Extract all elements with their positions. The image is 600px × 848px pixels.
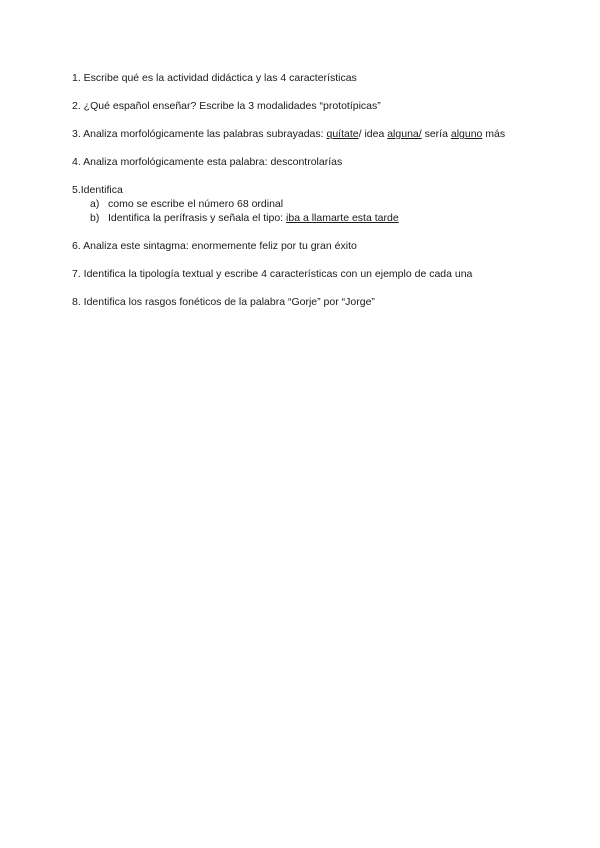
underlined-separator: / — [418, 128, 422, 140]
question-4: 4. Analiza morfológicamente esta palabra: descontrolarías — [72, 156, 343, 168]
underlined-word-alguna: alguna — [387, 128, 419, 140]
underlined-phrase: iba a llamarte esta tarde — [286, 212, 399, 224]
question-3-suffix: más — [482, 128, 506, 140]
exam-questions — [72, 71, 522, 323]
question-3-prefix: 3. Analiza morfológicamente las palabras subrayadas: — [72, 128, 327, 140]
question-2: 2. ¿Qué español enseñar? Escribe la 3 modalidades “prototípicas” — [72, 100, 381, 112]
question-1: 1. Escribe qué es la actividad didáctica y las 4 características — [72, 72, 357, 84]
question-8: 8. Identifica los rasgos fonéticos de la palabra “Gorje” por “Jorge” — [72, 296, 375, 308]
underlined-word-alguno: alguno — [450, 128, 483, 140]
separator-text: sería — [421, 128, 451, 140]
question-7: 7. Identifica la tipología textual y escribe 4 características con un ejemplo de cada una — [72, 268, 473, 280]
list-marker: a) — [90, 198, 100, 210]
list-item — [72, 211, 522, 225]
list-item-prefix: Identifica la perífrasis y señala el tipo: — [108, 212, 287, 224]
list-item-text: como se escribe el número 68 ordinal — [108, 198, 284, 210]
underlined-word-quitate: quítate — [326, 128, 359, 140]
question-3 — [72, 127, 522, 141]
list-item-text — [108, 211, 399, 225]
question-5-subitems — [72, 197, 522, 225]
question-5-title: 5.Identifica — [72, 184, 123, 196]
list-item — [72, 197, 522, 211]
separator: / idea — [358, 128, 388, 140]
question-5 — [72, 183, 522, 225]
question-6: 6. Analiza este sintagma: enormemente feliz por tu gran éxito — [72, 240, 357, 252]
list-marker: b) — [90, 212, 100, 224]
